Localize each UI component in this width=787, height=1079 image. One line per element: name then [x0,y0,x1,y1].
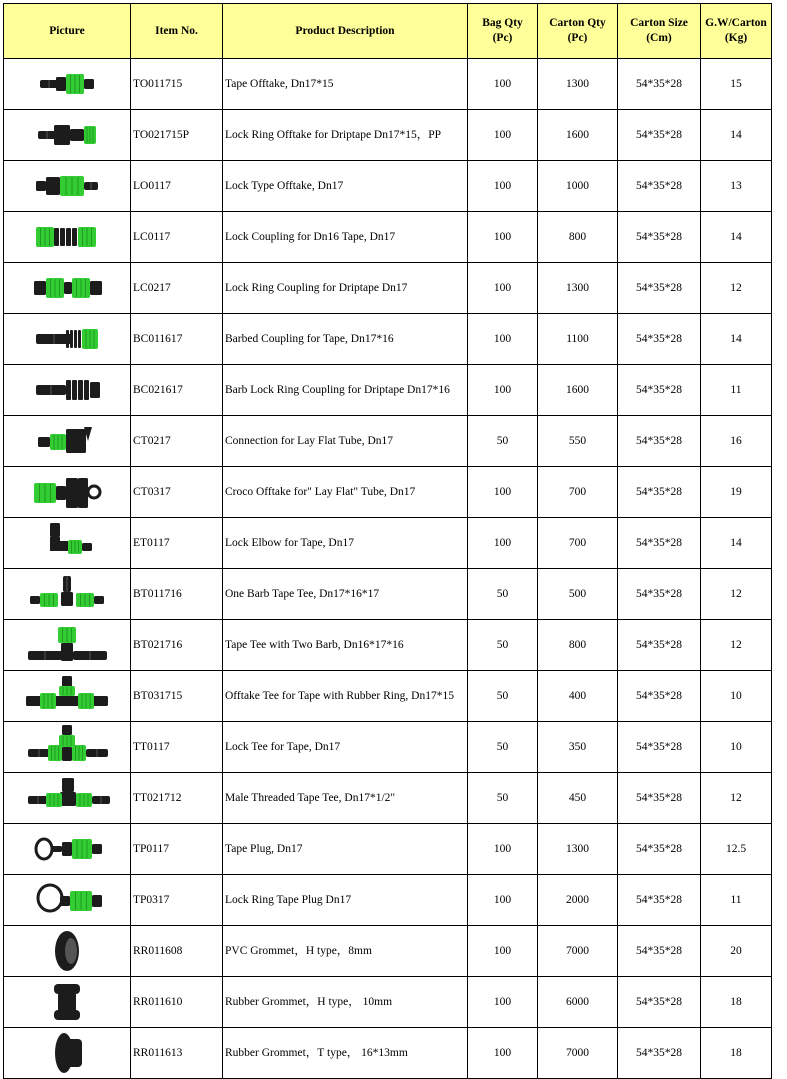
table-row [4,365,772,416]
item-number: RR011610 [131,977,223,1028]
carton-size: 54*35*28 [618,620,701,671]
item-number: TT0117 [131,722,223,773]
bag-qty: 50 [468,722,538,773]
carton-qty: 500 [538,569,618,620]
table-row [4,1028,772,1079]
gross-weight: 12 [701,773,772,824]
bag-qty: 100 [468,977,538,1028]
carton-size: 54*35*28 [618,263,701,314]
carton-size: 54*35*28 [618,365,701,416]
product-description: Lock Elbow for Tape, Dn17 [223,518,468,569]
product-picture [4,212,131,263]
table-row [4,161,772,212]
table-row [4,518,772,569]
carton-size: 54*35*28 [618,110,701,161]
gross-weight: 11 [701,365,772,416]
product-picture [4,467,131,518]
product-description: Lock Tee for Tape, Dn17 [223,722,468,773]
two-barb-tee-icon [18,621,116,669]
offtake-tee-rubber-ring-icon [18,672,116,720]
carton-qty: 1100 [538,314,618,365]
product-picture [4,977,131,1028]
gross-weight: 14 [701,314,772,365]
carton-size: 54*35*28 [618,314,701,365]
product-description: Connection for Lay Flat Tube, Dn17 [223,416,468,467]
one-barb-tee-icon [18,570,116,618]
bag-qty: 100 [468,926,538,977]
croco-offtake-icon [18,468,116,516]
product-description: Rubber Grommet，H type， 10mm [223,977,468,1028]
item-number: LO0117 [131,161,223,212]
carton-size: 54*35*28 [618,161,701,212]
item-number: LC0217 [131,263,223,314]
bag-qty: 100 [468,212,538,263]
product-picture [4,365,131,416]
bag-qty: 50 [468,416,538,467]
carton-qty: 1300 [538,59,618,110]
table-row [4,110,772,161]
lock-ring-tape-plug-icon [18,876,116,924]
barbed-coupling-icon [18,315,116,363]
carton-size: 54*35*28 [618,212,701,263]
lock-ring-offtake-icon [18,111,116,159]
product-picture [4,110,131,161]
male-threaded-tee-icon [18,774,116,822]
header-description: Product Description [223,4,468,59]
item-number: RR011613 [131,1028,223,1079]
header-carton-size: Carton Size (Cm) [618,4,701,59]
product-description: Barbed Coupling for Tape, Dn17*16 [223,314,468,365]
carton-qty: 800 [538,212,618,263]
gross-weight: 20 [701,926,772,977]
table-row [4,824,772,875]
table-row [4,926,772,977]
table-row [4,722,772,773]
carton-size: 54*35*28 [618,875,701,926]
gross-weight: 10 [701,722,772,773]
lock-ring-coupling-icon [18,264,116,312]
tape-offtake-icon [18,60,116,108]
product-description: Lock Ring Offtake for Driptape Dn17*15，PP [223,110,468,161]
table-row [4,875,772,926]
lock-elbow-icon [18,519,116,567]
rubber-grommet-t-icon [18,1029,116,1077]
carton-qty: 400 [538,671,618,722]
carton-size: 54*35*28 [618,569,701,620]
table-row [4,773,772,824]
table-row [4,416,772,467]
table-row [4,467,772,518]
item-number: CT0317 [131,467,223,518]
product-picture [4,416,131,467]
rubber-grommet-h-icon [18,978,116,1026]
gross-weight: 19 [701,467,772,518]
carton-qty: 700 [538,467,618,518]
carton-size: 54*35*28 [618,518,701,569]
gross-weight: 18 [701,1028,772,1079]
carton-qty: 350 [538,722,618,773]
item-number: BT031715 [131,671,223,722]
carton-qty: 2000 [538,875,618,926]
product-description: Lock Ring Coupling for Driptape Dn17 [223,263,468,314]
gross-weight: 12 [701,263,772,314]
product-picture [4,620,131,671]
carton-size: 54*35*28 [618,977,701,1028]
product-picture [4,161,131,212]
gross-weight: 14 [701,212,772,263]
gross-weight: 11 [701,875,772,926]
item-number: BC021617 [131,365,223,416]
tape-plug-icon [18,825,116,873]
bag-qty: 100 [468,314,538,365]
bag-qty: 100 [468,365,538,416]
product-description: Lock Type Offtake, Dn17 [223,161,468,212]
item-number: TT021712 [131,773,223,824]
table-row [4,263,772,314]
header-gross-weight: G.W/Carton (Kg) [701,4,772,59]
product-picture [4,518,131,569]
carton-qty: 1300 [538,263,618,314]
carton-size: 54*35*28 [618,722,701,773]
gross-weight: 14 [701,110,772,161]
table-row [4,59,772,110]
item-number: TP0317 [131,875,223,926]
lock-type-offtake-icon [18,162,116,210]
bag-qty: 100 [468,518,538,569]
carton-qty: 700 [538,518,618,569]
product-description: Barb Lock Ring Coupling for Driptape Dn17*16 [223,365,468,416]
gross-weight: 13 [701,161,772,212]
carton-size: 54*35*28 [618,467,701,518]
table-row [4,620,772,671]
product-description: Lock Coupling for Dn16 Tape, Dn17 [223,212,468,263]
item-number: BT011716 [131,569,223,620]
product-description: Tape Tee with Two Barb, Dn16*17*16 [223,620,468,671]
bag-qty: 100 [468,467,538,518]
header-carton-qty: Carton Qty (Pc) [538,4,618,59]
item-number: TO021715P [131,110,223,161]
product-description: PVC Grommet，H type，8mm [223,926,468,977]
bag-qty: 50 [468,620,538,671]
carton-size: 54*35*28 [618,926,701,977]
carton-qty: 7000 [538,926,618,977]
item-number: CT0217 [131,416,223,467]
product-picture [4,263,131,314]
item-number: BT021716 [131,620,223,671]
product-description: Offtake Tee for Tape with Rubber Ring, Dn17*15 [223,671,468,722]
gross-weight: 15 [701,59,772,110]
carton-qty: 7000 [538,1028,618,1079]
bag-qty: 100 [468,59,538,110]
item-number: RR011608 [131,926,223,977]
item-number: BC011617 [131,314,223,365]
carton-size: 54*35*28 [618,416,701,467]
product-description: Tape Plug, Dn17 [223,824,468,875]
table-row [4,671,772,722]
product-picture [4,722,131,773]
product-description: Croco Offtake for" Lay Flat" Tube, Dn17 [223,467,468,518]
carton-size: 54*35*28 [618,671,701,722]
pvc-grommet-icon [18,927,116,975]
gross-weight: 10 [701,671,772,722]
bag-qty: 50 [468,773,538,824]
carton-qty: 1300 [538,824,618,875]
item-number: ET0117 [131,518,223,569]
table-row [4,569,772,620]
gross-weight: 14 [701,518,772,569]
bag-qty: 50 [468,671,538,722]
carton-qty: 1600 [538,110,618,161]
header-picture: Picture [4,4,131,59]
product-picture [4,314,131,365]
carton-qty: 6000 [538,977,618,1028]
gross-weight: 18 [701,977,772,1028]
carton-size: 54*35*28 [618,1028,701,1079]
bag-qty: 100 [468,110,538,161]
carton-qty: 1000 [538,161,618,212]
product-picture [4,569,131,620]
bag-qty: 50 [468,569,538,620]
carton-size: 54*35*28 [618,824,701,875]
item-number: TP0117 [131,824,223,875]
product-picture [4,773,131,824]
product-description: Rubber Grommet，T type， 16*13mm [223,1028,468,1079]
product-picture [4,59,131,110]
carton-size: 54*35*28 [618,773,701,824]
product-description: One Barb Tape Tee, Dn17*16*17 [223,569,468,620]
gross-weight: 12 [701,569,772,620]
carton-qty: 450 [538,773,618,824]
table-row [4,212,772,263]
lay-flat-connection-icon [18,417,116,465]
product-description: Tape Offtake, Dn17*15 [223,59,468,110]
carton-qty: 800 [538,620,618,671]
gross-weight: 12.5 [701,824,772,875]
product-picture [4,926,131,977]
carton-size: 54*35*28 [618,59,701,110]
header-bag-qty: Bag Qty (Pc) [468,4,538,59]
bag-qty: 100 [468,875,538,926]
gross-weight: 12 [701,620,772,671]
bag-qty: 100 [468,263,538,314]
header-row [4,4,772,59]
item-number: TO011715 [131,59,223,110]
lock-tee-icon [18,723,116,771]
item-number: LC0117 [131,212,223,263]
bag-qty: 100 [468,1028,538,1079]
lock-coupling-icon [18,213,116,261]
table-row [4,314,772,365]
product-picture [4,824,131,875]
product-catalog-table [3,3,772,1079]
carton-qty: 550 [538,416,618,467]
bag-qty: 100 [468,824,538,875]
product-picture [4,671,131,722]
carton-qty: 1600 [538,365,618,416]
barb-lock-ring-coupling-icon [18,366,116,414]
product-picture [4,875,131,926]
bag-qty: 100 [468,161,538,212]
gross-weight: 16 [701,416,772,467]
product-picture [4,1028,131,1079]
product-description: Lock Ring Tape Plug Dn17 [223,875,468,926]
table-row [4,977,772,1028]
product-description: Male Threaded Tape Tee, Dn17*1/2" [223,773,468,824]
header-item-no: Item No. [131,4,223,59]
